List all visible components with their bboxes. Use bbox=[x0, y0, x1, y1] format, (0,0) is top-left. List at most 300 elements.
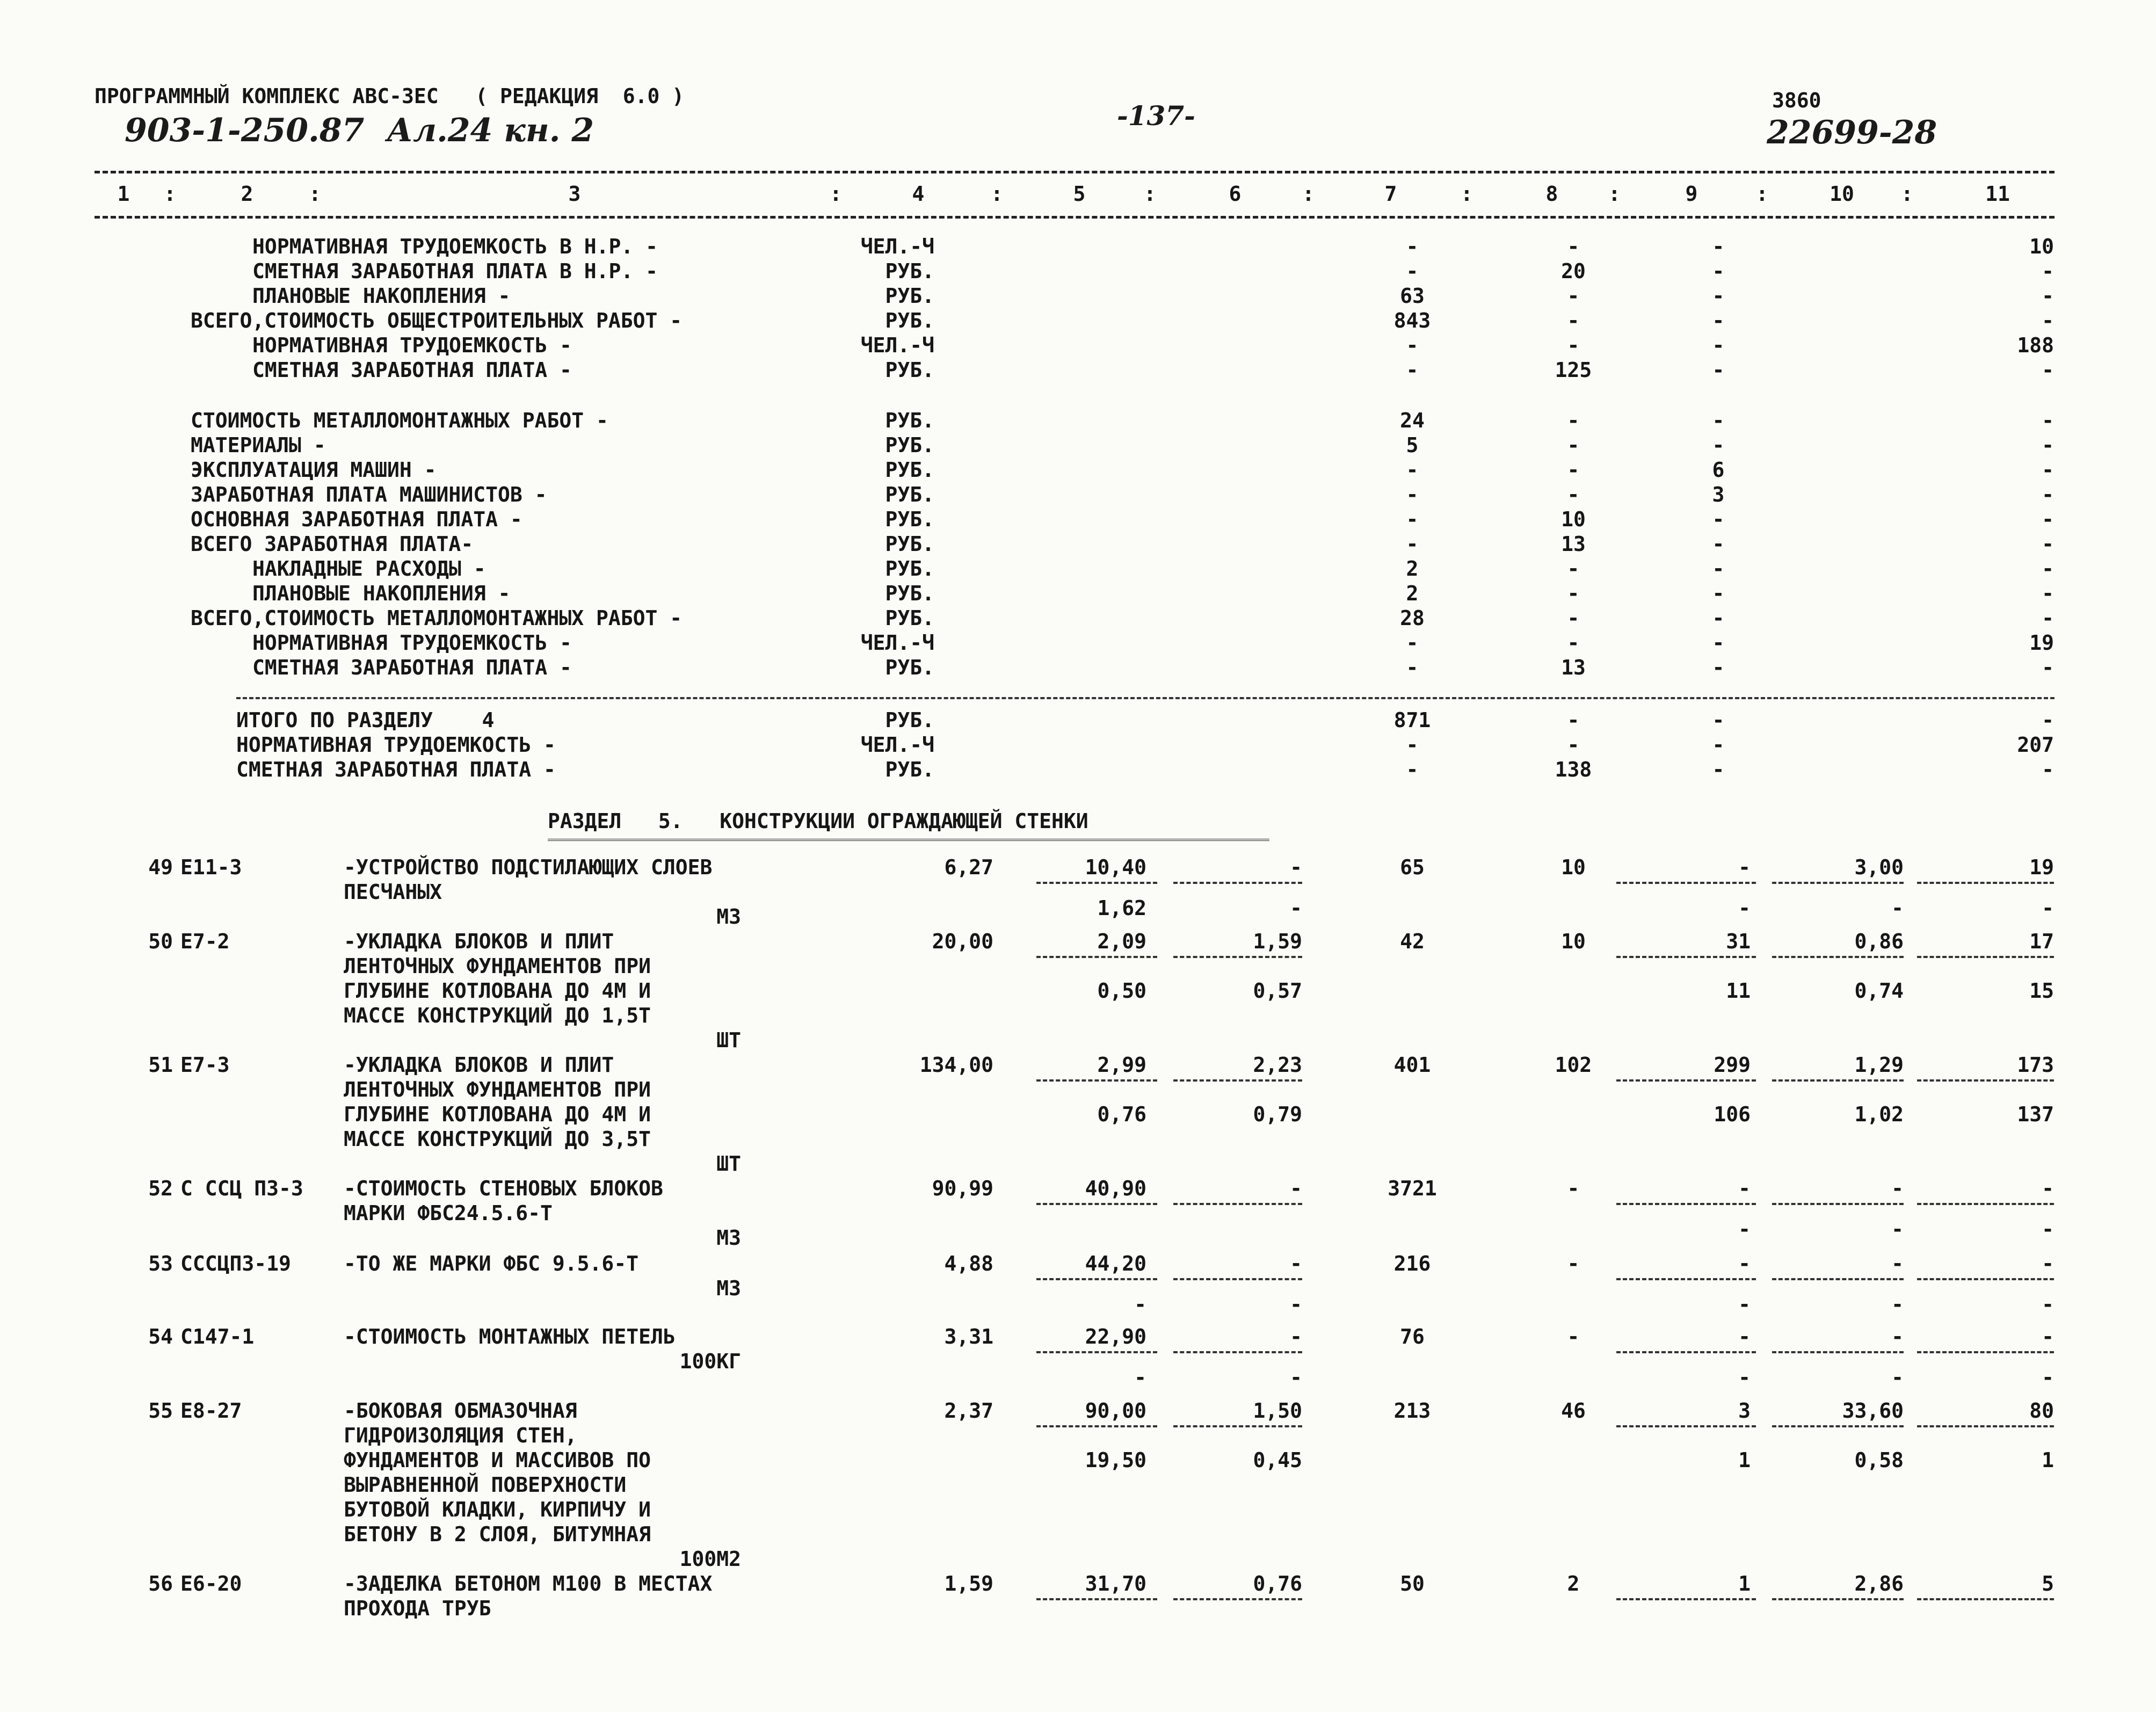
summary-col7: - bbox=[1406, 259, 1419, 283]
summary-unit: ЧЕЛ.-Ч bbox=[860, 631, 934, 655]
cell-rule bbox=[1917, 1351, 2054, 1353]
cell-rule bbox=[1173, 1351, 1302, 1353]
item-col9-top: - bbox=[1738, 855, 1751, 879]
item-description: БЕТОНУ В 2 СЛОЯ, БИТУМНАЯ bbox=[344, 1522, 651, 1546]
summary-col9: - bbox=[1712, 733, 1725, 757]
summary-label: НОРМАТИВНАЯ ТРУДОЕМКОСТЬ - bbox=[252, 333, 572, 357]
document-code: 903-1-250.87 Ал.24 кн. 2 bbox=[125, 112, 594, 149]
item-col9-bottom: - bbox=[1738, 896, 1751, 920]
item-quantity: 6,27 bbox=[944, 855, 993, 879]
item-col10-top: - bbox=[1891, 1252, 1904, 1275]
summary-col8: 125 bbox=[1555, 358, 1592, 382]
item-col9-bottom: - bbox=[1738, 1293, 1751, 1316]
summary-col8: - bbox=[1567, 235, 1580, 258]
summary-col8: 13 bbox=[1561, 656, 1586, 679]
summary-col7: 5 bbox=[1406, 433, 1419, 457]
summary-col11: - bbox=[2042, 532, 2054, 556]
summary-col8: 138 bbox=[1555, 758, 1592, 781]
summary-col7: - bbox=[1406, 358, 1419, 382]
item-col6-top: 1,59 bbox=[1253, 930, 1302, 953]
item-description: ГИДРОИЗОЛЯЦИЯ СТЕН, bbox=[344, 1424, 577, 1447]
summary-label: ВСЕГО,СТОИМОСТЬ МЕТАЛЛОМОНТАЖНЫХ РАБОТ - bbox=[191, 606, 683, 630]
item-col11-top: 19 bbox=[2029, 855, 2054, 879]
cell-rule bbox=[1772, 1079, 1904, 1082]
item-col10-bottom: 1,02 bbox=[1854, 1102, 1904, 1126]
summary-col7: - bbox=[1406, 631, 1419, 655]
cell-rule bbox=[1917, 1203, 2054, 1205]
column-number: 10 bbox=[1830, 182, 1854, 206]
summary-col9: - bbox=[1712, 656, 1725, 679]
cell-rule bbox=[1036, 1278, 1157, 1280]
cell-rule bbox=[1173, 1598, 1302, 1600]
cell-rule bbox=[1772, 1278, 1904, 1280]
item-quantity: 90,99 bbox=[932, 1177, 993, 1200]
item-unit: ШТ bbox=[716, 1028, 741, 1052]
summary-label: ПЛАНОВЫЕ НАКОПЛЕНИЯ - bbox=[252, 582, 511, 605]
summary-col11: - bbox=[2042, 358, 2054, 382]
item-description: ВЫРАВНЕННОЙ ПОВЕРХНОСТИ bbox=[344, 1473, 627, 1497]
item-col8: - bbox=[1567, 1177, 1580, 1200]
item-code: Е7-3 bbox=[180, 1053, 230, 1077]
item-number: 56 bbox=[148, 1572, 173, 1595]
item-col10-top: 33,60 bbox=[1842, 1399, 1904, 1423]
summary-col11: 19 bbox=[2029, 631, 2054, 655]
summary-col8: 20 bbox=[1561, 259, 1586, 283]
summary-col11: - bbox=[2042, 606, 2054, 630]
summary-unit: РУБ. bbox=[885, 708, 934, 732]
item-col8: 10 bbox=[1561, 855, 1586, 879]
summary-unit: РУБ. bbox=[885, 259, 934, 283]
column-separator: : bbox=[309, 182, 321, 206]
item-col5-bottom: 0,76 bbox=[1097, 1102, 1146, 1126]
item-code: Е7-2 bbox=[180, 930, 230, 953]
item-col8: - bbox=[1567, 1325, 1580, 1348]
cell-rule bbox=[1772, 956, 1904, 958]
summary-unit: РУБ. bbox=[885, 532, 934, 556]
item-description: -ЗАДЕЛКА БЕТОНОМ М100 В МЕСТАХ bbox=[344, 1572, 713, 1595]
item-col6-top: - bbox=[1290, 1252, 1302, 1275]
item-col11-bottom: - bbox=[2042, 1366, 2054, 1389]
summary-label: ИТОГО ПО РАЗДЕЛУ 4 bbox=[236, 708, 495, 732]
summary-col7: - bbox=[1406, 483, 1419, 506]
item-description: ПЕСЧАНЫХ bbox=[344, 880, 442, 904]
item-col5-top: 10,40 bbox=[1085, 855, 1146, 879]
item-col6-top: 1,50 bbox=[1253, 1399, 1302, 1423]
item-unit: ШТ bbox=[716, 1152, 741, 1176]
item-col7: 76 bbox=[1400, 1325, 1425, 1348]
item-col10-top: - bbox=[1891, 1325, 1904, 1348]
item-col11-bottom: 15 bbox=[2029, 979, 2054, 1003]
summary-col11: - bbox=[2042, 656, 2054, 679]
item-col9-top: - bbox=[1738, 1177, 1751, 1200]
column-number: 3 bbox=[568, 182, 581, 206]
summary-label: ПЛАНОВЫЕ НАКОПЛЕНИЯ - bbox=[252, 284, 511, 308]
item-col5-top: 40,90 bbox=[1085, 1177, 1146, 1200]
summary-col9: - bbox=[1712, 582, 1725, 605]
item-col10-top: 2,86 bbox=[1854, 1572, 1904, 1595]
item-description: ГЛУБИНЕ КОТЛОВАНА ДО 4М И bbox=[344, 979, 651, 1003]
summary-col11: - bbox=[2042, 284, 2054, 308]
item-col8: 46 bbox=[1561, 1399, 1586, 1423]
summary-col8: - bbox=[1567, 483, 1580, 506]
item-col10-bottom: 0,74 bbox=[1854, 979, 1904, 1003]
column-number: 1 bbox=[117, 182, 130, 206]
item-col10-bottom: 0,58 bbox=[1854, 1448, 1904, 1472]
summary-label: ВСЕГО ЗАРАБОТНАЯ ПЛАТА- bbox=[191, 532, 474, 556]
item-code: Е11-3 bbox=[180, 855, 242, 879]
summary-col7: - bbox=[1406, 656, 1419, 679]
item-col9-top: - bbox=[1738, 1325, 1751, 1348]
item-unit: 100М2 bbox=[679, 1547, 741, 1571]
item-col11-bottom: - bbox=[2042, 1217, 2054, 1241]
item-description: ГЛУБИНЕ КОТЛОВАНА ДО 4М И bbox=[344, 1102, 651, 1126]
summary-unit: ЧЕЛ.-Ч bbox=[860, 733, 934, 757]
summary-col8: 13 bbox=[1561, 532, 1586, 556]
item-col5-bottom: 1,62 bbox=[1097, 896, 1146, 920]
summary-col11: 207 bbox=[2017, 733, 2054, 757]
item-quantity: 2,37 bbox=[944, 1399, 993, 1423]
item-col7: 50 bbox=[1400, 1572, 1425, 1595]
item-col5-top: 22,90 bbox=[1085, 1325, 1146, 1348]
summary-unit: РУБ. bbox=[885, 656, 934, 679]
item-col6-top: - bbox=[1290, 1177, 1302, 1200]
item-col9-top: 3 bbox=[1738, 1399, 1751, 1423]
summary-col11: - bbox=[2042, 582, 2054, 605]
column-number: 9 bbox=[1685, 182, 1698, 206]
item-col6-bottom: - bbox=[1290, 1366, 1302, 1389]
summary-unit: РУБ. bbox=[885, 483, 934, 506]
cell-rule bbox=[1772, 1598, 1904, 1600]
summary-col8: - bbox=[1567, 708, 1580, 732]
item-quantity: 3,31 bbox=[944, 1325, 993, 1348]
item-col7: 401 bbox=[1393, 1053, 1431, 1077]
column-number: 4 bbox=[912, 182, 925, 206]
column-separator: : bbox=[1756, 182, 1768, 206]
item-code: С ССЦ П3-3 bbox=[180, 1177, 303, 1200]
item-col11-top: 173 bbox=[2017, 1053, 2054, 1077]
item-description: ЛЕНТОЧНЫХ ФУНДАМЕНТОВ ПРИ bbox=[344, 954, 651, 978]
cell-rule bbox=[1173, 882, 1302, 884]
item-unit: М3 bbox=[716, 1276, 741, 1300]
summary-col11: - bbox=[2042, 708, 2054, 732]
item-col11-top: - bbox=[2042, 1177, 2054, 1200]
item-col11-top: - bbox=[2042, 1325, 2054, 1348]
item-col5-bottom: - bbox=[1134, 1293, 1146, 1316]
cell-rule bbox=[1616, 956, 1756, 958]
item-col8: 10 bbox=[1561, 930, 1586, 953]
column-number: 8 bbox=[1545, 182, 1558, 206]
summary-col11: 10 bbox=[2029, 235, 2054, 258]
summary-col7: 843 bbox=[1393, 309, 1431, 332]
item-description: БУТОВОЙ КЛАДКИ, КИРПИЧУ И bbox=[344, 1498, 651, 1521]
cell-rule bbox=[1036, 956, 1157, 958]
item-col11-top: - bbox=[2042, 1252, 2054, 1275]
item-col6-top: 2,23 bbox=[1253, 1053, 1302, 1077]
summary-col8: - bbox=[1567, 557, 1580, 581]
cell-rule bbox=[1036, 1203, 1157, 1205]
item-col5-bottom: 0,50 bbox=[1097, 979, 1146, 1003]
summary-col9: - bbox=[1712, 507, 1725, 531]
summary-col11: - bbox=[2042, 259, 2054, 283]
item-unit: М3 bbox=[716, 1226, 741, 1250]
cell-rule bbox=[1772, 1351, 1904, 1353]
column-number: 6 bbox=[1229, 182, 1242, 206]
summary-label: ЭКСПЛУАТАЦИЯ МАШИН - bbox=[191, 458, 437, 482]
item-col10-top: 0,86 bbox=[1854, 930, 1904, 953]
item-col11-bottom: 1 bbox=[2042, 1448, 2054, 1472]
item-description: ПРОХОДА ТРУБ bbox=[344, 1597, 491, 1620]
summary-col9: - bbox=[1712, 606, 1725, 630]
column-number: 11 bbox=[1985, 182, 2010, 206]
item-col5-bottom: - bbox=[1134, 1366, 1146, 1389]
summary-col7: 871 bbox=[1393, 708, 1431, 732]
item-number: 53 bbox=[148, 1252, 173, 1275]
item-col9-bottom: 1 bbox=[1738, 1448, 1751, 1472]
cell-rule bbox=[1772, 882, 1904, 884]
item-col10-bottom: - bbox=[1891, 1366, 1904, 1389]
summary-unit: РУБ. bbox=[885, 284, 934, 308]
column-separator: : bbox=[1901, 182, 1913, 206]
program-header: ПРОГРАММНЫЙ КОМПЛЕКС АВС-3ЕС ( РЕДАКЦИЯ 6.0 ) bbox=[95, 84, 685, 108]
item-quantity: 1,59 bbox=[944, 1572, 993, 1595]
cell-rule bbox=[1616, 1598, 1756, 1600]
summary-col8: - bbox=[1567, 606, 1580, 630]
item-description: МАССЕ КОНСТРУКЦИЙ ДО 1,5Т bbox=[344, 1004, 651, 1027]
summary-unit: РУБ. bbox=[885, 358, 934, 382]
item-col8: 2 bbox=[1567, 1572, 1580, 1595]
summary-col11: - bbox=[2042, 758, 2054, 781]
summary-col7: 28 bbox=[1400, 606, 1425, 630]
summary-unit: РУБ. bbox=[885, 458, 934, 482]
cell-rule bbox=[1616, 1278, 1756, 1280]
item-col6-top: 0,76 bbox=[1253, 1572, 1302, 1595]
item-description: ЛЕНТОЧНЫХ ФУНДАМЕНТОВ ПРИ bbox=[344, 1078, 651, 1101]
summary-label: СМЕТНАЯ ЗАРАБОТНАЯ ПЛАТА - bbox=[252, 656, 572, 679]
cell-rule bbox=[1173, 1079, 1302, 1082]
column-separator: : bbox=[164, 182, 176, 206]
item-description: -ТО ЖЕ МАРКИ ФБС 9.5.6-Т bbox=[344, 1252, 639, 1275]
cell-rule bbox=[1917, 1278, 2054, 1280]
cell-rule bbox=[1173, 956, 1302, 958]
column-number: 2 bbox=[241, 182, 253, 206]
item-col7: 216 bbox=[1393, 1252, 1431, 1275]
cell-rule bbox=[1616, 882, 1756, 884]
summary-col9: - bbox=[1712, 235, 1725, 258]
summary-col9: - bbox=[1712, 532, 1725, 556]
item-col9-top: 1 bbox=[1738, 1572, 1751, 1595]
page-number: -137- bbox=[1117, 100, 1195, 132]
cell-rule bbox=[1917, 1079, 2054, 1082]
summary-label: СМЕТНАЯ ЗАРАБОТНАЯ ПЛАТА В Н.Р. - bbox=[252, 259, 658, 283]
column-number: 7 bbox=[1384, 182, 1397, 206]
item-col10-bottom: - bbox=[1891, 896, 1904, 920]
summary-col11: - bbox=[2042, 507, 2054, 531]
item-description: ФУНДАМЕНТОВ И МАССИВОВ ПО bbox=[344, 1448, 651, 1472]
summary-col7: - bbox=[1406, 458, 1419, 482]
item-col11-bottom: - bbox=[2042, 896, 2054, 920]
cell-rule bbox=[1036, 1079, 1157, 1082]
summary-unit: РУБ. bbox=[885, 433, 934, 457]
item-col8: - bbox=[1567, 1252, 1580, 1275]
summary-col8: - bbox=[1567, 284, 1580, 308]
item-col11-top: 17 bbox=[2029, 930, 2054, 953]
item-number: 49 bbox=[148, 855, 173, 879]
summary-col9: - bbox=[1712, 758, 1725, 781]
item-col5-top: 31,70 bbox=[1085, 1572, 1146, 1595]
summary-col7: - bbox=[1406, 507, 1419, 531]
cell-rule bbox=[1173, 1278, 1302, 1280]
summary-col8: - bbox=[1567, 409, 1580, 432]
cell-rule bbox=[1917, 1425, 2054, 1427]
item-col6-bottom: - bbox=[1290, 896, 1302, 920]
summary-col11: - bbox=[2042, 458, 2054, 482]
item-col5-top: 90,00 bbox=[1085, 1399, 1146, 1423]
summary-col7: - bbox=[1406, 333, 1419, 357]
summary-col7: 2 bbox=[1406, 582, 1419, 605]
item-col8: 102 bbox=[1555, 1053, 1592, 1077]
summary-col11: - bbox=[2042, 309, 2054, 332]
summary-col9: - bbox=[1712, 309, 1725, 332]
summary-col9: 3 bbox=[1712, 483, 1725, 506]
item-col5-top: 44,20 bbox=[1085, 1252, 1146, 1275]
item-description: -БОКОВАЯ ОБМАЗОЧНАЯ bbox=[344, 1399, 577, 1423]
summary-col9: - bbox=[1712, 409, 1725, 432]
column-separator: : bbox=[1144, 182, 1156, 206]
summary-col11: 188 bbox=[2017, 333, 2054, 357]
summary-label: СТОИМОСТЬ МЕТАЛЛОМОНТАЖНЫХ РАБОТ - bbox=[191, 409, 608, 432]
column-separator: : bbox=[1302, 182, 1315, 206]
item-col9-top: 31 bbox=[1726, 930, 1751, 953]
cell-rule bbox=[1917, 956, 2054, 958]
item-col11-bottom: - bbox=[2042, 1293, 2054, 1316]
summary-label: СМЕТНАЯ ЗАРАБОТНАЯ ПЛАТА - bbox=[236, 758, 556, 781]
summary-label: НОРМАТИВНАЯ ТРУДОЕМКОСТЬ - bbox=[252, 631, 572, 655]
summary-label: НАКЛАДНЫЕ РАСХОДЫ - bbox=[252, 557, 486, 581]
summary-col7: 2 bbox=[1406, 557, 1419, 581]
item-col11-top: 80 bbox=[2029, 1399, 2054, 1423]
cell-rule bbox=[1616, 1203, 1756, 1205]
column-separator: : bbox=[830, 182, 842, 206]
summary-col9: - bbox=[1712, 259, 1725, 283]
item-description: -СТОИМОСТЬ СТЕНОВЫХ БЛОКОВ bbox=[344, 1177, 663, 1200]
item-number: 54 bbox=[148, 1325, 173, 1348]
column-separator: : bbox=[1461, 182, 1473, 206]
cell-rule bbox=[1036, 882, 1157, 884]
summary-col9: - bbox=[1712, 433, 1725, 457]
summary-col8: 10 bbox=[1561, 507, 1586, 531]
cell-rule bbox=[1917, 1598, 2054, 1600]
summary-unit: ЧЕЛ.-Ч bbox=[860, 235, 934, 258]
cell-rule bbox=[1917, 882, 2054, 884]
item-number: 55 bbox=[148, 1399, 173, 1423]
item-description: -УСТРОЙСТВО ПОДСТИЛАЮЩИХ СЛОЕВ bbox=[344, 855, 713, 879]
item-quantity: 4,88 bbox=[944, 1252, 993, 1275]
item-quantity: 20,00 bbox=[932, 930, 993, 953]
section-title: РАЗДЕЛ 5. КОНСТРУКЦИИ ОГРАЖДАЮЩЕЙ СТЕНКИ bbox=[548, 809, 1088, 833]
summary-col11: - bbox=[2042, 409, 2054, 432]
summary-col7: 24 bbox=[1400, 409, 1425, 432]
item-col10-top: 3,00 bbox=[1854, 855, 1904, 879]
item-description: -СТОИМОСТЬ МОНТАЖНЫХ ПЕТЕЛЬ bbox=[344, 1325, 676, 1348]
summary-unit: РУБ. bbox=[885, 409, 934, 432]
item-code: СССЦП3-19 bbox=[180, 1252, 291, 1275]
summary-col8: - bbox=[1567, 333, 1580, 357]
item-number: 50 bbox=[148, 930, 173, 953]
cell-rule bbox=[1616, 1079, 1756, 1082]
summary-unit: РУБ. bbox=[885, 582, 934, 605]
cell-rule bbox=[1616, 1425, 1756, 1427]
summary-col7: - bbox=[1406, 733, 1419, 757]
cell-rule bbox=[1616, 1351, 1756, 1353]
summary-col9: - bbox=[1712, 284, 1725, 308]
item-description: -УКЛАДКА БЛОКОВ И ПЛИТ bbox=[344, 930, 614, 953]
summary-label: ОСНОВНАЯ ЗАРАБОТНАЯ ПЛАТА - bbox=[191, 507, 522, 531]
summary-col7: - bbox=[1406, 532, 1419, 556]
item-col7: 42 bbox=[1400, 930, 1425, 953]
summary-col9: - bbox=[1712, 358, 1725, 382]
summary-unit: РУБ. bbox=[885, 309, 934, 332]
item-col9-bottom: 106 bbox=[1714, 1102, 1751, 1126]
summary-col8: - bbox=[1567, 582, 1580, 605]
item-col10-bottom: - bbox=[1891, 1293, 1904, 1316]
summary-label: НОРМАТИВНАЯ ТРУДОЕМКОСТЬ В Н.Р. - bbox=[252, 235, 658, 258]
item-col5-bottom: 19,50 bbox=[1085, 1448, 1146, 1472]
summary-col11: - bbox=[2042, 433, 2054, 457]
item-description: МАССЕ КОНСТРУКЦИЙ ДО 3,5Т bbox=[344, 1127, 651, 1151]
cell-rule bbox=[1036, 1598, 1157, 1600]
item-col7: 3721 bbox=[1388, 1177, 1437, 1200]
summary-col7: 63 bbox=[1400, 284, 1425, 308]
item-col5-top: 2,99 bbox=[1097, 1053, 1146, 1077]
item-col9-bottom: - bbox=[1738, 1366, 1751, 1389]
summary-label: МАТЕРИАЛЫ - bbox=[191, 433, 326, 457]
summary-unit: РУБ. bbox=[885, 507, 934, 531]
cell-rule bbox=[1036, 1425, 1157, 1427]
summary-col8: - bbox=[1567, 631, 1580, 655]
summary-label: НОРМАТИВНАЯ ТРУДОЕМКОСТЬ - bbox=[236, 733, 556, 757]
summary-col8: - bbox=[1567, 433, 1580, 457]
summary-label: СМЕТНАЯ ЗАРАБОТНАЯ ПЛАТА - bbox=[252, 358, 572, 382]
cell-rule bbox=[1036, 1351, 1157, 1353]
reference-number-bottom: 22699-28 bbox=[1767, 114, 1937, 151]
summary-col11: - bbox=[2042, 557, 2054, 581]
item-col10-top: 1,29 bbox=[1854, 1053, 1904, 1077]
item-col9-top: 299 bbox=[1714, 1053, 1751, 1077]
item-col9-bottom: 11 bbox=[1726, 979, 1751, 1003]
item-col6-bottom: 0,45 bbox=[1253, 1448, 1302, 1472]
cell-rule bbox=[1772, 1425, 1904, 1427]
item-col6-bottom: 0,57 bbox=[1253, 979, 1302, 1003]
summary-label: ЗАРАБОТНАЯ ПЛАТА МАШИНИСТОВ - bbox=[191, 483, 547, 506]
item-col11-top: 5 bbox=[2042, 1572, 2054, 1595]
summary-col8: - bbox=[1567, 309, 1580, 332]
summary-col7: - bbox=[1406, 758, 1419, 781]
summary-col8: - bbox=[1567, 733, 1580, 757]
item-code: Е6-20 bbox=[180, 1572, 242, 1595]
item-col5-top: 2,09 bbox=[1097, 930, 1146, 953]
item-col9-top: - bbox=[1738, 1252, 1751, 1275]
item-col10-top: - bbox=[1891, 1177, 1904, 1200]
summary-col11: - bbox=[2042, 483, 2054, 506]
item-col7: 65 bbox=[1400, 855, 1425, 879]
item-col9-bottom: - bbox=[1738, 1217, 1751, 1241]
summary-unit: РУБ. bbox=[885, 758, 934, 781]
summary-col9: - bbox=[1712, 333, 1725, 357]
item-unit: М3 bbox=[716, 905, 741, 928]
summary-col9: 6 bbox=[1712, 458, 1725, 482]
item-number: 51 bbox=[148, 1053, 173, 1077]
item-col7: 213 bbox=[1393, 1399, 1431, 1423]
